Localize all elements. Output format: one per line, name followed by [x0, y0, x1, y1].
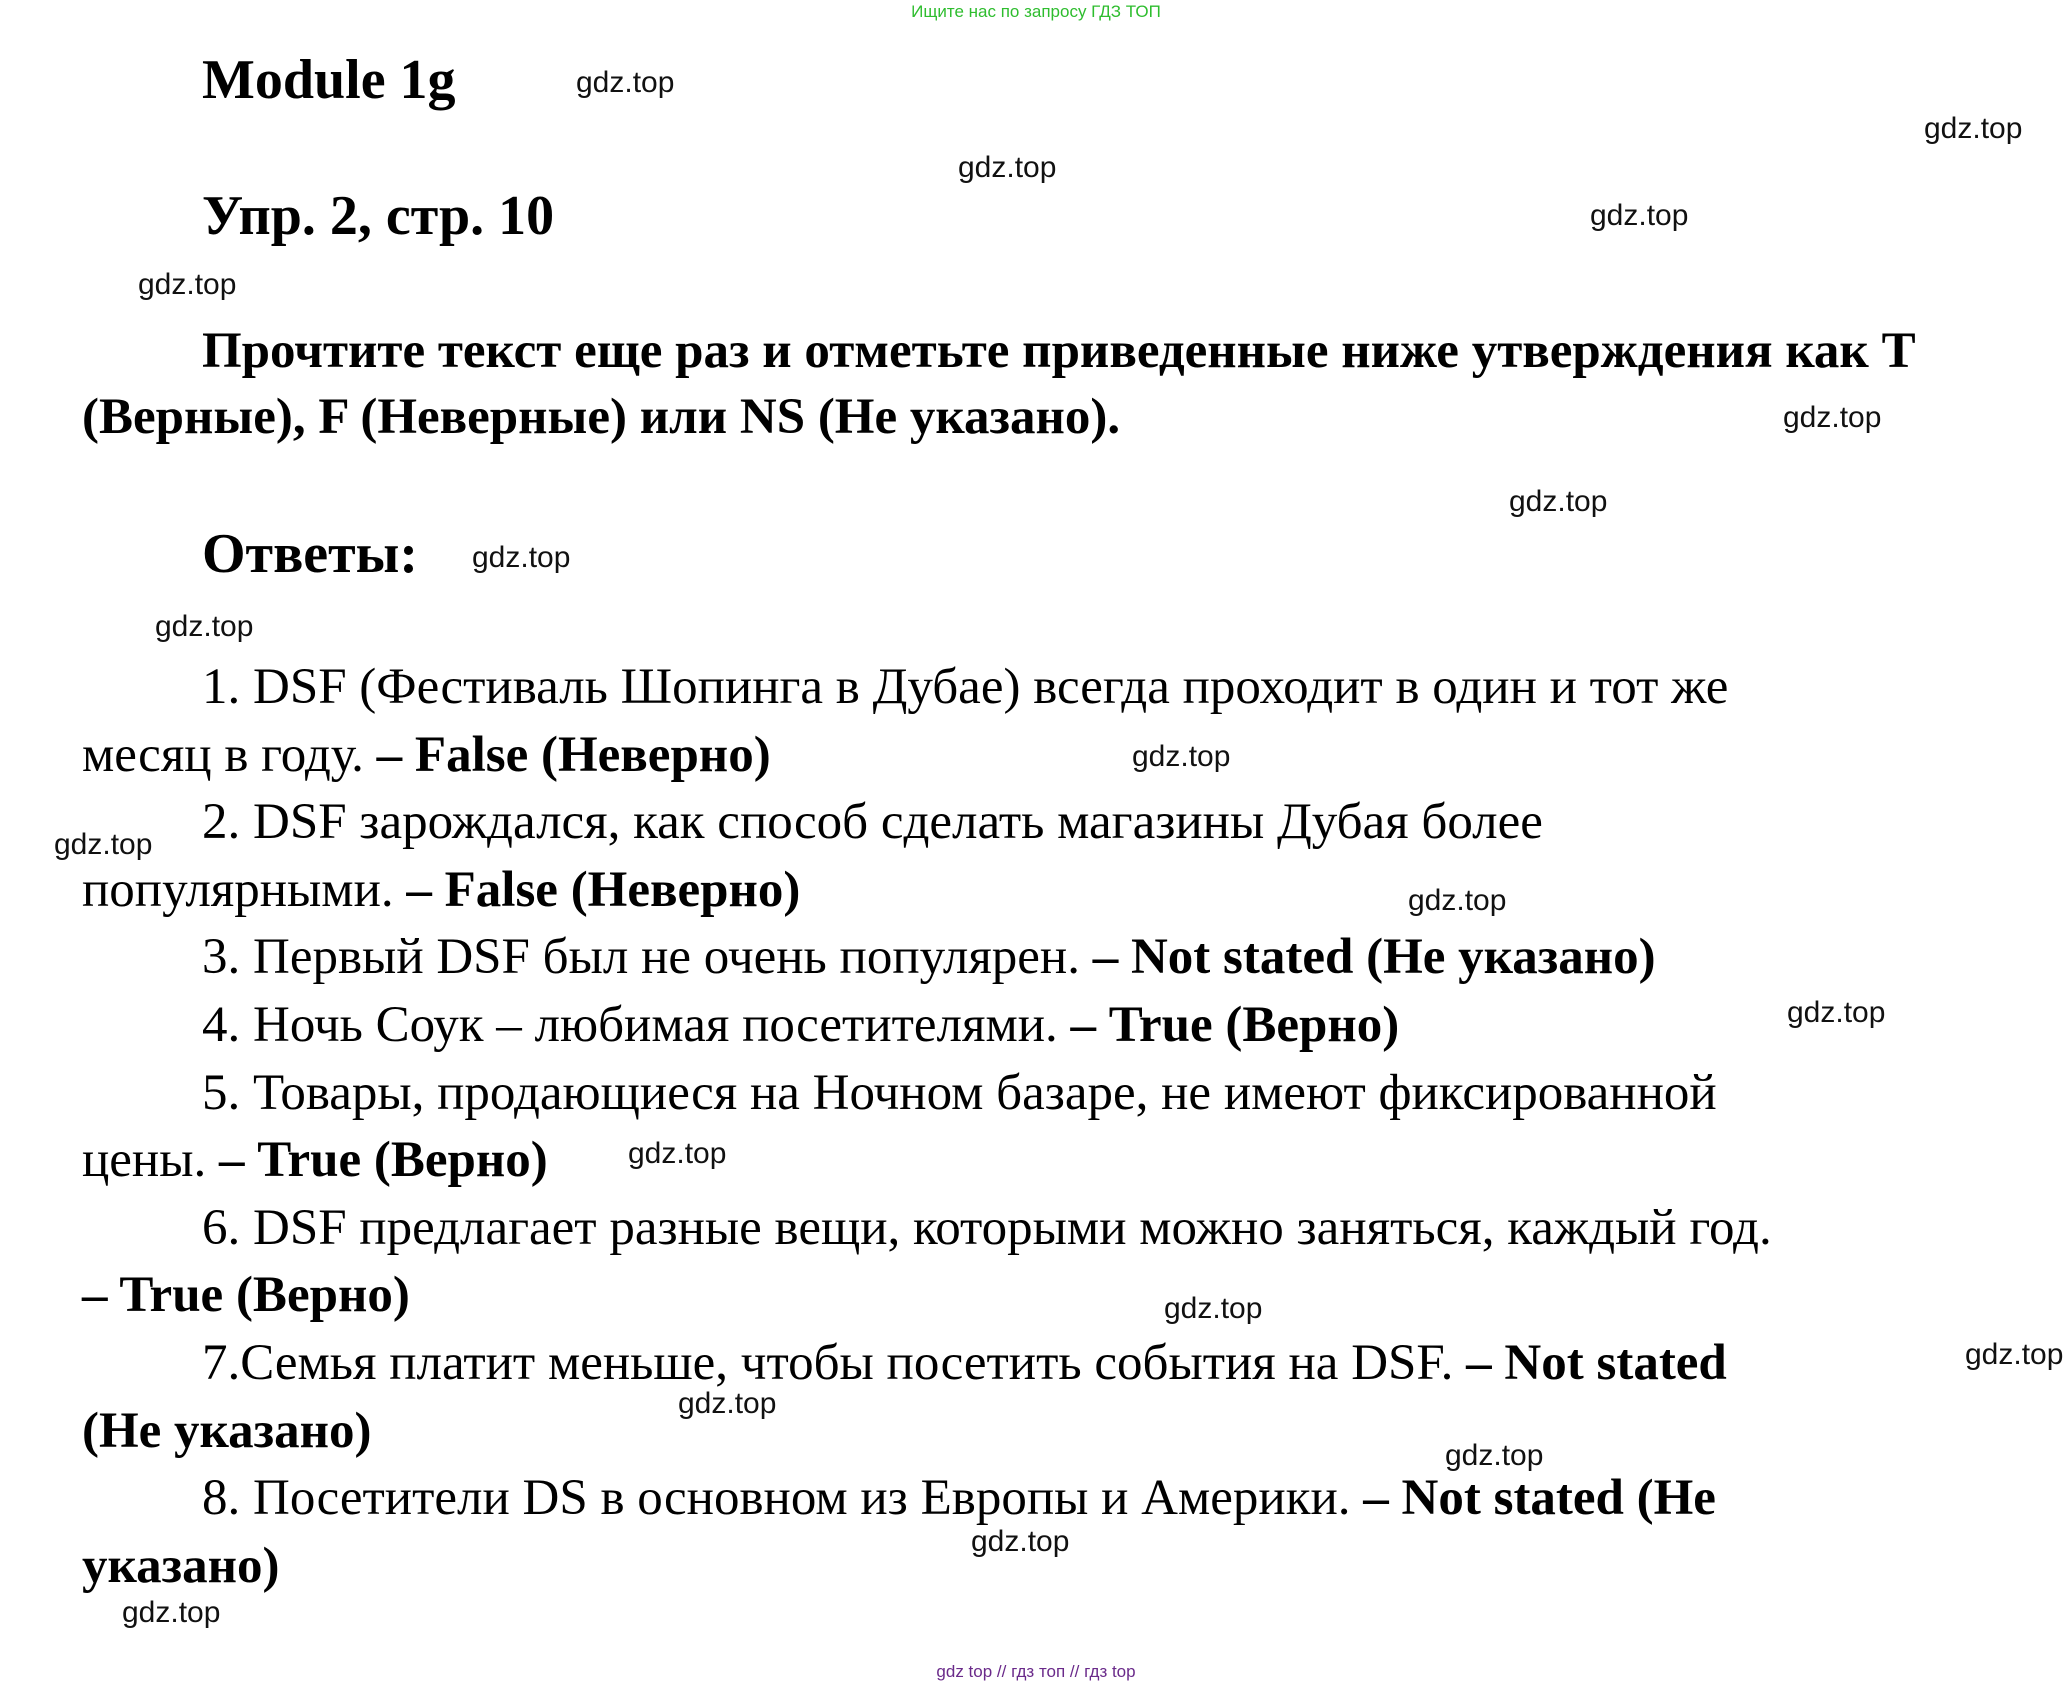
answer-2-line-2: популярными. – False (Неверно): [82, 861, 801, 918]
answer-1-line-1: 1. DSF (Фестиваль Шопинга в Дубае) всегда проходит в один и тот же: [202, 659, 1729, 715]
watermark: gdz.top: [1965, 1338, 2064, 1371]
answer-4-verdict: – True (Верно): [1070, 996, 1400, 1053]
answer-6-verdict: – True (Верно): [82, 1267, 410, 1324]
exercise-title: Упр. 2, стр. 10: [202, 185, 555, 247]
watermark: gdz.top: [1787, 996, 1886, 1029]
answer-6-line-1: 6. DSF предлагает разные вещи, которыми можно заняться, каждый год.: [202, 1199, 1772, 1256]
watermark: gdz.top: [54, 828, 153, 861]
answer-2-verdict: – False (Неверно): [406, 861, 801, 918]
answer-7-line-1: 7.Семья платит меньше, чтобы посетить события на DSF. – Not stated: [202, 1334, 1727, 1391]
watermark: gdz.top: [1783, 401, 1882, 434]
watermark: gdz.top: [971, 1525, 1070, 1558]
footer: gdz top // гдз топ // гдз top: [936, 1662, 1136, 1681]
task-text: Прочтите текст еще раз и отметьте приведенные ниже утверждения как T (Верные), F (Неверные) или NS (Не указано).: [82, 323, 1915, 445]
answers-list: [82, 654, 2062, 1600]
watermark: gdz.top: [628, 1137, 727, 1170]
answer-1-verdict: – False (Неверно): [376, 726, 771, 783]
answers-heading: Ответы:: [202, 523, 419, 585]
watermark: gdz.top: [1164, 1292, 1263, 1325]
answer-8-verdict-part1: – Not stated (Не: [1363, 1470, 1716, 1527]
answer-7-verdict-part2: (Не указано): [82, 1402, 372, 1459]
module-title: Module 1g: [202, 49, 456, 111]
watermark: gdz.top: [138, 268, 237, 301]
watermark: gdz.top: [576, 66, 675, 99]
top-banner: Ищите нас по запросу ГДЗ ТОП: [911, 2, 1161, 21]
watermark: gdz.top: [1590, 199, 1689, 232]
answer-3: 3. Первый DSF был не очень популярен. – Not stated (Не указано): [202, 929, 1656, 986]
answer-5-line-2: цены. – True (Верно): [82, 1132, 548, 1189]
answer-8-line-1: 8. Посетители DS в основном из Европы и Америки. – Not stated (Не: [202, 1470, 1716, 1527]
watermark: gdz.top: [678, 1387, 777, 1420]
watermark: gdz.top: [1445, 1439, 1544, 1472]
answer-1-line-2: месяц в году. – False (Неверно): [82, 726, 771, 783]
answer-2-line-1: 2. DSF зарождался, как способ сделать магазины Дубая более: [202, 794, 1543, 851]
watermark: gdz.top: [1509, 485, 1608, 518]
watermark: gdz.top: [472, 541, 571, 574]
task-instruction: [82, 318, 2062, 450]
watermark: gdz.top: [1132, 740, 1231, 773]
watermark: gdz.top: [958, 151, 1057, 184]
answer-8-line-2: [82, 1533, 2062, 1601]
answer-5-verdict: – True (Верно): [219, 1132, 548, 1189]
watermark: gdz.top: [122, 1596, 221, 1629]
answer-5-line-1: 5. Товары, продающиеся на Ночном базаре, не имеют фиксированной: [202, 1064, 1717, 1121]
watermark: gdz.top: [155, 610, 254, 643]
answer-3-verdict: – Not stated (Не указано): [1092, 929, 1656, 986]
watermark: gdz.top: [1924, 112, 2023, 145]
answer-8-verdict-part2: указано): [82, 1537, 280, 1594]
answer-6-line-2: [82, 1262, 2062, 1330]
answer-7-line-2: [82, 1398, 2062, 1466]
answer-7-verdict-part1: – Not stated: [1466, 1334, 1727, 1391]
answer-4: 4. Ночь Соук – любимая посетителями. – True (Верно): [202, 996, 1400, 1053]
watermark: gdz.top: [1408, 884, 1507, 917]
